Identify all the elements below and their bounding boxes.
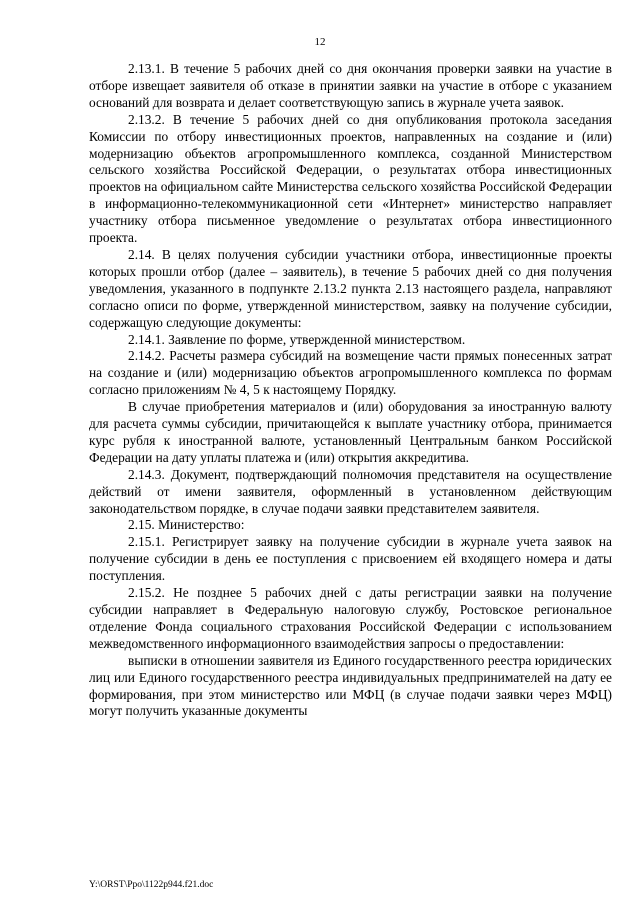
paragraph-2-15: 2.15. Министерство: [128, 517, 245, 533]
footer-file-path: Y:\ORST\Ppo\1122p944.f21.doc [89, 880, 214, 890]
document-body [89, 61, 612, 720]
paragraph-currency-note: В случае приобретения материалов и (или) оборудования за иностранную валюту для расчета суммы субсидии, причитающейся к выплате участнику отбора, принимается курс рубля к иностранной валюте, установленный Центральным банком Российской Федерации на дату уплаты платежа и (или) открытия аккредитива. [89, 399, 612, 465]
paragraph-2-15-1: 2.15.1. Регистрирует заявку на получение субсидии в журнале учета заявок на получение субсидии в день ее поступления с присвоением ей входящего номера и даты поступления. [89, 534, 612, 584]
paragraph-2-14-1: 2.14.1. Заявление по форме, утвержденной министерством. [128, 331, 466, 347]
paragraph-2-14-3: 2.14.3. Документ, подтверждающий полномочия представителя на осуществление действий от имени заявителя, оформленный в установленном действующим законодательством порядке, в случае подачи заявки представителем заявителя. [89, 466, 612, 516]
paragraph-2-14: 2.14. В целях получения субсидии участники отбора, инвестиционные проекты которых прошли отбор (далее – заявитель), в течение 5 рабочих дней со дня получения уведомления, указанного в подпункте 2.13.2 пункта 2.13 настоящего раздела, направляют согласно описи по форме, утвержденной министерством, заявку на получение субсидии, содержащую следующие документы: [89, 246, 612, 330]
paragraph-2-13-2: 2.13.2. В течение 5 рабочих дней со дня опубликования протокола заседания Комиссии по отбору инвестиционных проектов, направленных на создание и (или) модернизацию объектов агропромышленного комплекса, созданной Министерством сельского хозяйства Российской Федерации, о результатах отбора инвестиционных проектов на официальном сайте Министерства сельского хозяйства Российской Федерации в информационно-телекоммуникационной сети «Интернет» министерство направляет участнику отбора письменное уведомление о результатах отбора инвестиционного проекта. [89, 111, 612, 246]
paragraph-2-13-1: 2.13.1. В течение 5 рабочих дней со дня окончания проверки заявки на участие в отборе извещает заявителя об отказе в принятии заявки на участие в отборе с указанием оснований для возврата и делает соответствующую запись в журнале учета заявок. [89, 61, 612, 110]
paragraph-extract: выписки в отношении заявителя из Единого государственного реестра юридических лиц или Единого государственного реестра индивидуальных предпринимателей на дату ее формирования, при этом министерство или МФЦ (в случае подачи заявки через МФЦ) могут получить указанные документы [89, 652, 612, 719]
paragraph-2-15-2: 2.15.2. Не позднее 5 рабочих дней с даты регистрации заявки на получение субсидии направляет в Федеральную налоговую службу, Ростовское региональное отделение Фонда социального страхования Российской Федерации с использованием межведомственного информационного взаимодействия запросы о предоставлении: [89, 585, 612, 651]
paragraph-2-14-2: 2.14.2. Расчеты размера субсидий на возмещение части прямых понесенных затрат на создание и (или) модернизацию объектов агропромышленного комплекса по формам согласно приложениям № 4, 5 к настоящему Порядку. [89, 348, 612, 398]
page-number: 12 [314, 36, 326, 48]
